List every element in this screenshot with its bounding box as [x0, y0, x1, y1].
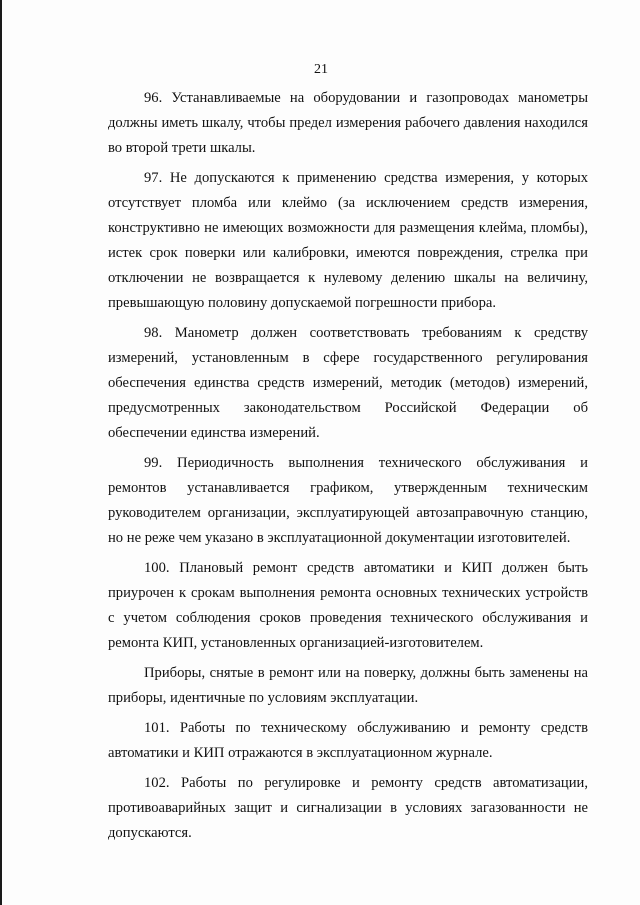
paragraph-97: 97. Не допускаются к применению средства измерения, у которых отсутствует пломба или клеймо (за исключением средств измерения, конструктивно не имеющих возможности для размещения клейма, пломбы), истек срок поверки или калибровки, имеются повреждения, стрелка при отключении не возвращается к нулевому делению шкалы на величину, превышающую половину допускаемой погрешности прибора. — [108, 170, 588, 311]
paragraph-101: 101. Работы по техническому обслуживанию и ремонту средств автоматики и КИП отражаются в эксплуатационном журнале. — [108, 720, 588, 761]
document-body — [108, 86, 588, 851]
paragraph-100-instruments: Приборы, снятые в ремонт или на поверку, должны быть заменены на приборы, идентичные по условиям эксплуатации. — [108, 665, 588, 706]
paragraph-102: 102. Работы по регулировке и ремонту средств автоматизации, противоаварийных защит и сигнализации в условиях загазованности не допускаются. — [108, 775, 588, 841]
paragraph-96: 96. Устанавливаемые на оборудовании и газопроводах манометры должны иметь шкалу, чтобы предел измерения рабочего давления находился во второй трети шкалы. — [108, 90, 588, 156]
page-number: 21 — [314, 62, 328, 77]
paragraph-100: 100. Плановый ремонт средств автоматики и КИП должен быть приурочен к срокам выполнения ремонта основных технических устройств с учетом соблюдения сроков проведения технического обслуживания и ремонта КИП, установленных организацией-изготовителем. — [108, 560, 588, 651]
paragraph-99: 99. Периодичность выполнения технического обслуживания и ремонтов устанавливается графиком, утвержденным техническим руководителем организации, эксплуатирующей автозаправочную станцию, но не реже чем указано в эксплуатационной документации изготовителей. — [108, 455, 588, 546]
paragraph-98: 98. Манометр должен соответствовать требованиям к средству измерений, установленным в сфере государственного регулирования обеспечения единства средств измерений, методик (методов) измерений, предусмотренных законодательством Российской Федерации об обеспечении единства измерений. — [108, 325, 588, 441]
